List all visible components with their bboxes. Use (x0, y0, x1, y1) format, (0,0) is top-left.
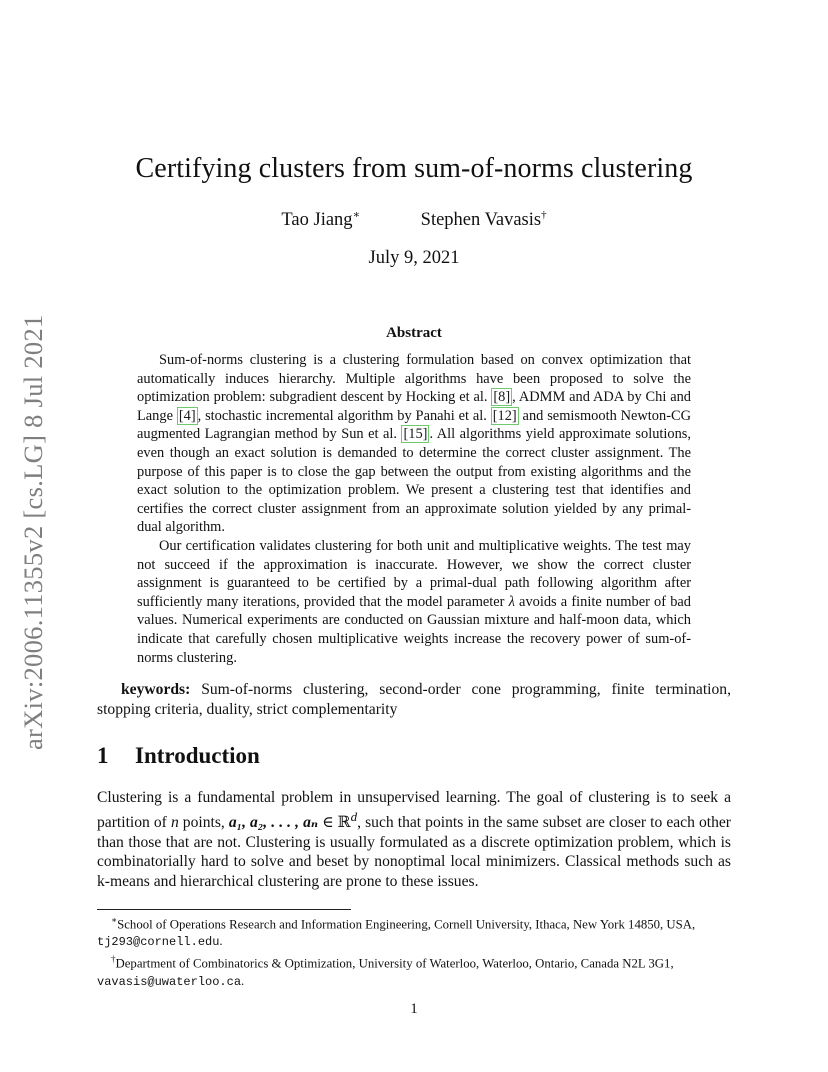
abstract-text: avoids a finite number of bad values. Numerical experiments are conducted on Gaussian mixture and half-moon data, which indicate that carefully chosen multiplicative weights increase the recovery power of sum-of-norms clustering. (137, 593, 692, 666)
footnote-1-end: . (219, 934, 223, 949)
keywords-block (97, 680, 731, 720)
footnote-1-text: School of Operations Research and Information Engineering, Cornell University, Ithaca, New York 14850, USA, (117, 917, 696, 932)
arxiv-identifier-stamp: arXiv:2006.11355v2 [cs.LG] 8 Jul 2021 (18, 314, 48, 750)
footnote-2 (97, 951, 731, 990)
keywords-label: keywords: (121, 681, 191, 698)
intro-text: Clustering is a fundamental problem in unsupervised learning. The goal of clustering is to seek a partition of (97, 789, 731, 832)
intro-text: , such that points in the same subset are closer to each other than those that are not. Clustering is usually formulated as a discrete optimization problem, which is combinatorially hard to solve and beset by nonoptimal local minimizers. Classical methods such as k-means and hierarchical clustering are prone to these issues. (97, 814, 731, 890)
paper-title: Certifying clusters from sum-of-norms clustering (135, 153, 693, 184)
author-1 (281, 208, 360, 231)
math-d: d (350, 809, 358, 825)
footnote-1-mark: ∗ (111, 915, 118, 925)
citation-link[interactable]: [12] (492, 407, 517, 424)
footnote-2-end: . (241, 973, 245, 988)
author-2 (421, 209, 547, 231)
abstract-text: and semismooth Newton-CG augmented Lagrangian method by Sun et al. (137, 407, 691, 443)
intro-text: points, (178, 814, 229, 832)
author-list (0, 208, 828, 231)
lambda-symbol: λ (508, 593, 515, 610)
section-number: 1 (97, 743, 109, 768)
introduction-paragraph (97, 788, 731, 891)
footnote-1-email[interactable]: tj293@cornell.edu (97, 935, 220, 950)
paper-date: July 9, 2021 (368, 248, 460, 268)
footnote-2-email[interactable]: vavasis@uwaterloo.ca (97, 974, 242, 989)
abstract-paragraph-1 (137, 351, 691, 537)
author-1-name: Tao Jiang (281, 210, 353, 231)
footnote-2-mark: † (111, 954, 116, 965)
math-n: n (170, 814, 179, 832)
citation-link[interactable]: [8] (493, 389, 511, 406)
author-2-name: Stephen Vavasis (420, 210, 542, 231)
abstract-text: , stochastic incremental algorithm by Panahi et al. (197, 407, 491, 424)
section-heading-introduction (97, 743, 260, 769)
footnote-2-text: Department of Combinatorics & Optimization, University of Waterloo, Waterloo, Ontario, Canada N2L 3G1, (115, 956, 674, 971)
citation-link[interactable]: [4] (178, 407, 196, 424)
keywords-text: Sum-of-norms clustering, second-order cone programming, finite termination, stopping criteria, duality, strict complementarity (97, 681, 732, 718)
abstract-text: Sum-of-norms clustering is a clustering formulation based on convex optimization that automatically induces hierarchy. Multiple algorithms have been proposed to solve the optimization problem: subgradient descent by Hocking et al. (137, 352, 691, 406)
abstract-body (137, 351, 691, 667)
abstract-text: Our certification validates clustering for both unit and multiplicative weights. The test may not succeed if the approximation is inaccurate. However, we show the correct cluster assignment is guaranteed to be certified by a primal-dual path following algorithm after sufficiently many iterations, provided that the model parameter (137, 537, 691, 610)
section-title: Introduction (135, 743, 260, 768)
intro-text: ∈ ℝ (318, 814, 351, 832)
author-2-footnote-mark: † (541, 209, 547, 221)
math-points: a₁, a₂, . . . , aₙ (228, 814, 319, 832)
footnotes (97, 912, 731, 991)
abstract-paragraph-2 (137, 537, 691, 667)
footnote-rule (97, 909, 351, 910)
citation-link[interactable]: [15] (403, 426, 428, 443)
page-number: 1 (410, 1001, 418, 1017)
abstract-text: , ADMM and ADA by Chi and Lange (137, 389, 691, 424)
abstract-heading: Abstract (386, 325, 442, 341)
abstract-text: . All algorithms yield approximate solutions, even though an exact solution is demanded to determine the correct cluster assignment. The purpose of this paper is to close the gap between the output from existing algorithms and the exact solution to the optimization problem. We present a clustering test that identifies and certifies the correct cluster assignment from an approximate solution yielded by any primal-dual algorithm. (137, 426, 691, 536)
introduction-body (97, 788, 731, 891)
footnote-1 (97, 912, 731, 951)
author-1-footnote-mark: ∗ (352, 209, 361, 221)
